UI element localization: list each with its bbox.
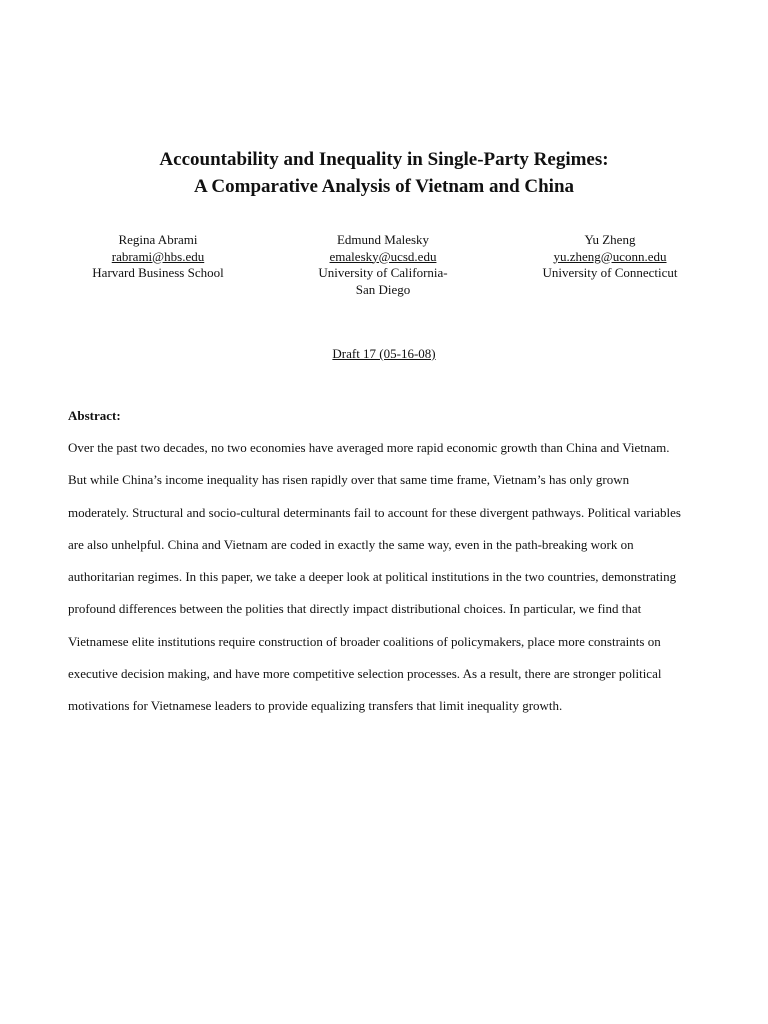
draft-version-label: Draft 17 (05-16-08)	[332, 346, 436, 361]
author-email-link[interactable]: rabrami@hbs.edu	[111, 248, 205, 264]
paper-title-line-2: A Comparative Analysis of Vietnam and China	[193, 176, 575, 197]
abstract-line: moderately. Structural and socio-cultural determinants fail to account for these divergent pathways. Political variables	[68, 504, 681, 520]
abstract-heading: Abstract:	[68, 408, 121, 423]
abstract-line: Over the past two decades, no two economies have averaged more rapid economic growth than China and Vietnam.	[68, 440, 670, 455]
author-affiliation: Harvard Business School	[92, 265, 224, 280]
author-name: Yu Zheng	[584, 232, 636, 247]
abstract-line: executive decision making, and have more competitive selection processes. As a result, there are stronger political	[68, 666, 662, 682]
author-name: Regina Abrami	[118, 232, 198, 247]
author-email-link[interactable]: yu.zheng@uconn.edu	[553, 248, 667, 264]
author-name: Edmund Malesky	[336, 232, 430, 247]
abstract-line: But while China’s income inequality has risen rapidly over that same time frame, Vietnam’s has only grown	[68, 472, 630, 488]
abstract-line: motivations for Vietnamese leaders to provide equalizing transfers that limit inequality growth.	[68, 698, 563, 714]
paper-title-line-1: Accountability and Inequality in Single-Party Regimes:	[159, 149, 609, 170]
author-affiliation: University of California-	[318, 265, 448, 280]
author-affiliation: San Diego	[355, 281, 411, 297]
abstract-line: are also unhelpful. China and Vietnam are coded in exactly the same way, even in the path-breaking work on	[68, 536, 634, 552]
author-block-zheng	[510, 232, 710, 282]
abstract-line: Vietnamese elite institutions require construction of broader coalitions of policymakers, place more constraints on	[68, 633, 661, 649]
author-block-malesky	[283, 232, 483, 298]
author-email-link[interactable]: emalesky@ucsd.edu	[329, 248, 437, 264]
abstract-line: authoritarian regimes. In this paper, we take a deeper look at political institutions in the two countries, demonstrating	[68, 569, 677, 585]
abstract-line: profound differences between the polities that directly impact distributional choices. In particular, we find that	[68, 601, 642, 617]
author-affiliation: University of Connecticut	[542, 265, 678, 280]
abstract-body	[68, 440, 708, 731]
author-block-abrami	[58, 232, 258, 282]
